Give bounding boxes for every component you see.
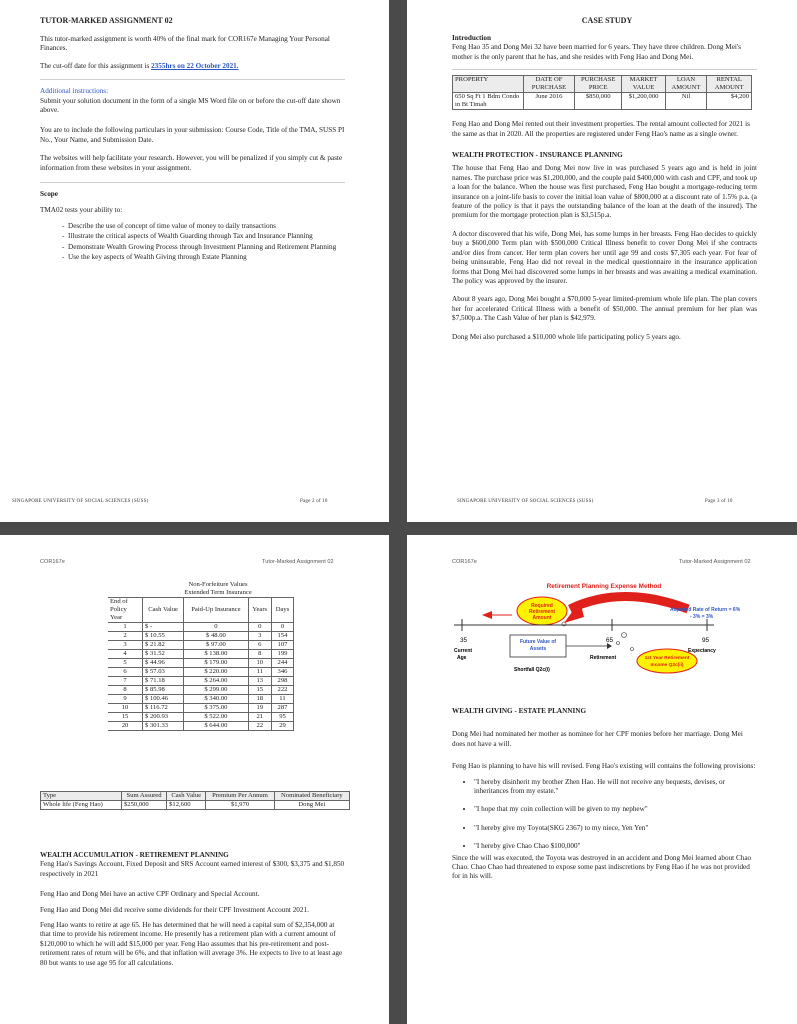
non-forfeiture-table <box>108 581 294 731</box>
page-2 <box>0 0 389 522</box>
nf-title: Non-Forfeiture Values <box>188 581 248 588</box>
paragraph: Feng Hao and Dong Mei have an active CPF Ordinary and Special Account. <box>40 890 260 899</box>
nf-body <box>108 623 294 731</box>
table-cell: 95 <box>271 713 293 722</box>
table-cell: $ 179.00 <box>184 659 248 668</box>
fv-line2: Assets <box>529 646 547 652</box>
table-cell: 3 <box>248 632 271 641</box>
col-header: Premium Per Annum <box>206 792 274 801</box>
section-title: WEALTH GIVING - ESTATE PLANNING <box>452 707 587 715</box>
policy-table <box>40 791 350 810</box>
table-cell: 11 <box>248 668 271 677</box>
table-row <box>108 632 294 641</box>
arrow-head <box>482 611 492 619</box>
websites-text: The websites will help facilitate your research. However, you will be penalized if you simply cut & paste information from these websites in your assignment. <box>40 154 343 172</box>
divider <box>40 79 345 80</box>
col-header: End of Policy Year <box>108 598 143 623</box>
cutoff-text: The cut-off date for this assignment is 2355hrs on 22 October 2021. <box>40 61 239 70</box>
table-row <box>41 801 350 810</box>
table-cell: 20 <box>108 722 143 731</box>
table-row <box>453 93 752 110</box>
dot <box>617 642 620 645</box>
col-header: Years <box>248 598 271 623</box>
table-cell: $ 301.33 <box>143 722 184 731</box>
table-cell: Nil <box>665 93 707 110</box>
dot <box>631 648 634 651</box>
list-item: • "I hereby give Chao Chao $100,000" <box>474 842 757 851</box>
col-header: RENTAL AMOUNT <box>707 76 752 93</box>
provisions-list <box>452 778 757 852</box>
shortfall-label: Shortfall Q2c(i) <box>514 667 550 673</box>
list-item: • "I hereby give my Toyota(SKG 2367) to my niece, Yen Yen" <box>474 824 757 833</box>
table-header-row <box>453 76 752 93</box>
table-cell: $ 116.72 <box>143 704 184 713</box>
nf-subtitle: Extended Term Insurance <box>184 589 252 596</box>
table-row <box>108 677 294 686</box>
table-cell: 10 <box>108 704 143 713</box>
scope-item: - Demonstrate Wealth Growing Process through Investment Planning and Retirement Planning <box>62 242 337 251</box>
callout-line: Income Q2c(ii) <box>650 663 684 668</box>
table-cell: 154 <box>271 632 293 641</box>
table-cell: 3 <box>108 641 143 650</box>
paragraph: Feng Hao and Dong Mei did receive some dividends for their CPF Investment Account 2021. <box>40 905 309 914</box>
table-cell: $ 264.00 <box>184 677 248 686</box>
age-65-label: 65 <box>606 637 614 644</box>
col-header: PROPERTY <box>453 76 524 93</box>
table-row <box>108 659 294 668</box>
table-cell: 346 <box>271 668 293 677</box>
table-cell: $ 44.96 <box>143 659 184 668</box>
table-cell: 21 <box>248 713 271 722</box>
table-row <box>108 641 294 650</box>
table-cell: 18 <box>248 695 271 704</box>
col-header: MARKET VALUE <box>622 76 665 93</box>
table-cell: June 2016 <box>524 93 575 110</box>
col-header: Days <box>271 598 293 623</box>
scope-title: Scope <box>40 190 58 199</box>
table-cell: $ 340.00 <box>184 695 248 704</box>
table-row <box>108 713 294 722</box>
scope-intro: TMA02 tests your ability to: <box>40 206 123 215</box>
table-cell: $12,600 <box>167 801 206 810</box>
table-cell: 298 <box>271 677 293 686</box>
table-cell: $ 48.00 <box>184 632 248 641</box>
table-cell: $850,000 <box>574 93 622 110</box>
col-header: Nominated Beneficiary <box>274 792 349 801</box>
paragraph: About 8 years ago, Dong Mei bought a $70,000 5-year limited-premium whole life plan. The plan covers her for accelerated Critical Illness with a benefit of $50,000. The annual premium for her plan was $7,500p.a. The Cash Value of her plan is $42,979. <box>452 295 757 323</box>
col-header: Sum Assured <box>122 792 167 801</box>
col-header: PURCHASE PRICE <box>574 76 622 93</box>
table-cell: 2 <box>108 632 143 641</box>
table-cell: $ 21.82 <box>143 641 184 650</box>
table-cell: 15 <box>108 713 143 722</box>
table-cell: $ 71.18 <box>143 677 184 686</box>
table-cell: 13 <box>248 677 271 686</box>
table-cell: 0 <box>184 623 248 632</box>
col-header: Type <box>41 792 122 801</box>
age-95-label: 95 <box>702 637 710 644</box>
callout-line: Required <box>531 603 553 609</box>
table-cell: 9 <box>108 695 143 704</box>
page-header: TUTOR-MARKED ASSIGNMENT 02 <box>40 16 173 25</box>
intro-title: Introduction <box>452 34 492 42</box>
section-title: WEALTH PROTECTION - INSURANCE PLANNING <box>452 151 623 160</box>
table-cell: 7 <box>108 677 143 686</box>
running-header-left: COR167e <box>452 559 477 565</box>
table-cell: $4,200 <box>707 93 752 110</box>
table-cell: 287 <box>271 704 293 713</box>
table-cell: 15 <box>248 686 271 695</box>
table-row <box>108 650 294 659</box>
page-gutter-horizontal <box>0 522 797 535</box>
running-header-right: Tutor-Marked Assignment 02 <box>262 559 334 565</box>
table-cell: $250,000 <box>122 801 167 810</box>
table-cell: 222 <box>271 686 293 695</box>
table-cell: $ 57.03 <box>143 668 184 677</box>
additional-instructions-body: Submit your solution document in the form of a single MS Word file on or before the cut-off date shown above. <box>40 96 341 115</box>
table-cell: 1 <box>108 623 143 632</box>
col-header: LOAN AMOUNT <box>665 76 707 93</box>
retirement-diagram <box>452 579 752 694</box>
table-cell: 244 <box>271 659 293 668</box>
current-label: Current <box>454 648 473 654</box>
table-cell: 6 <box>108 668 143 677</box>
table-row <box>108 722 294 731</box>
col-header: Cash Value <box>167 792 206 801</box>
page-header: CASE STUDY <box>581 16 633 25</box>
table-cell: 199 <box>271 650 293 659</box>
footer-page-number: Page 2 of 10 <box>300 499 328 504</box>
page-gutter-vertical <box>389 0 407 1024</box>
intro-text: This tutor-marked assignment is worth 40% of the final mark for COR167e Managing Your Personal Finances. <box>40 35 330 53</box>
footer-left: SINGAPORE UNIVERSITY OF SOCIAL SCIENCES (SUSS) <box>12 499 149 504</box>
paragraph: Feng Hao's Savings Account, Fixed Deposit and SRS Account earned interest of $300, $3,375 and $1,850 respectively in 2021 <box>40 860 345 878</box>
col-header: Paid-Up Insurance <box>184 598 248 623</box>
col-header: Cash Value <box>143 598 184 623</box>
table-cell: 8 <box>108 686 143 695</box>
retirement-label: Retirement <box>590 655 617 661</box>
table-header-row <box>41 792 350 801</box>
scope-list <box>40 222 347 263</box>
table-cell: $ 31.52 <box>143 650 184 659</box>
table-cell: 11 <box>271 695 293 704</box>
scope-item: - Illustrate the critical aspects of Wealth Guarding through Tax and Insurance Planning <box>62 232 313 241</box>
table-cell: 107 <box>271 641 293 650</box>
callout-line: 1st Year Retirement <box>644 656 690 661</box>
table-row <box>108 704 294 713</box>
callout-line: Amount <box>532 615 552 621</box>
table-cell: $ 85.98 <box>143 686 184 695</box>
table-header-row <box>108 598 294 623</box>
scope-item: - Use the key aspects of Wealth Giving through Estate Planning <box>62 253 247 262</box>
cutoff-date: 2355hrs on 22 October 2021. <box>151 61 239 70</box>
diagram-title: Retirement Planning Expense Method <box>546 583 662 590</box>
table-row <box>108 623 294 632</box>
table-cell: $ 97.00 <box>184 641 248 650</box>
scope-item: - Describe the use of concept of time value of money to daily transactions <box>62 221 276 230</box>
paragraph: Dong Mei had nominated her mother as nominee for her CPF monies before her marriage. Dong Mei does not have a will. <box>452 730 743 748</box>
table-cell: 19 <box>248 704 271 713</box>
fv-line1: Future Value of <box>519 639 557 645</box>
wealth-giving-section <box>452 707 757 882</box>
footer-left: SINGAPORE UNIVERSITY OF SOCIAL SCIENCES (SUSS) <box>457 499 594 504</box>
divider <box>40 182 345 183</box>
table-cell: $ 299.00 <box>184 686 248 695</box>
paragraph: Dong Mei also purchased a $10,000 whole life participating policy 5 years ago. <box>452 332 681 341</box>
divider <box>452 69 757 70</box>
table-cell: 4 <box>108 650 143 659</box>
table-cell: $1,970 <box>206 801 274 810</box>
running-header-left: COR167e <box>40 559 65 565</box>
paragraph: Since the will was executed, the Toyota was destroyed in an accident and Dong Mei learned about Chao Chao. Chao Chao had threatened to expose some past indiscretions by Feng Hao if he was not provided for in his will. <box>452 853 752 881</box>
paragraph: A doctor discovered that his wife, Dong Mei, has some lumps in her breasts. Feng Hao decides to quickly buy a $600,000 Term plan with $500,000 Critical Illness benefit to cover Dong Mei if she contracts and/or dies from cancer. Her term plan covers her until age 99 and costs $7,305 each year. For fear of being uninsurable, Feng Hao did not reveal in the medical questionnaire in the insurance application forms that Dong Mei had discovered some lumps in her breasts and was awaiting a medical examination. The policy was approved by the insurer. <box>452 229 757 285</box>
age-35-label: 35 <box>460 637 468 644</box>
callout-line: Retirement <box>528 609 556 615</box>
table-cell: $ 375.00 <box>184 704 248 713</box>
table-cell: $ - <box>143 623 184 632</box>
table-cell: 650 Sq Ft 1 Bdm Condo in Bt Timah <box>453 93 524 110</box>
table-row <box>108 695 294 704</box>
table-cell: $ 220.00 <box>184 668 248 677</box>
adjusted-rate-line2: - 3% = 3% <box>690 614 714 620</box>
table-row <box>108 668 294 677</box>
wealth-accumulation-section <box>40 851 345 968</box>
table-cell: $ 138.00 <box>184 650 248 659</box>
rental-text: Feng Hao and Dong Mei rented out their investment properties. The rental amount collected for 2021 is the same as that in 2020. All the properties are registered under Feng Hao's name as a single owner. <box>452 120 750 138</box>
table-row <box>108 686 294 695</box>
list-item: • "I hope that my coin collection will be given to my nephew" <box>474 805 757 814</box>
table-cell: $ 200.93 <box>143 713 184 722</box>
paragraph: The house that Feng Hao and Dong Mei now live in was purchased 5 years ago and is held in joint names. The purchase price was $1,200,000, and the couple paid $400,000 with cash and CPF, and took up a loan for the balance. When the house was first purchased, Feng Hao bought a mortgage-reducing term insurance on a joint-life basis to cover the initial loan value of $800,000 at a discount rate of 1.5% p.a. (a feature of the policy is that it pays the outstanding balance of the loan at the death of the insured). The premium for the mortgage protection plan is $3,515p.a. <box>452 164 757 220</box>
list-item: • "I hereby disinherit my brother Zhen Hao. He will not receive any bequests, devises, or inheritances from my estate." <box>474 778 757 797</box>
table-cell: $ 100.46 <box>143 695 184 704</box>
table-cell: $ 522.00 <box>184 713 248 722</box>
table-cell: 10 <box>248 659 271 668</box>
table-cell: $ 10.55 <box>143 632 184 641</box>
table-cell: 22 <box>248 722 271 731</box>
table-cell: 0 <box>248 623 271 632</box>
table-cell: 5 <box>108 659 143 668</box>
table-cell: Whole life (Feng Hao) <box>41 801 122 810</box>
property-table <box>452 75 752 110</box>
page-4 <box>0 535 389 1024</box>
table-cell: 6 <box>248 641 271 650</box>
table-cell: 29 <box>271 722 293 731</box>
running-header-right: Tutor-Marked Assignment 02 <box>679 559 751 565</box>
page-3 <box>407 0 797 522</box>
paragraph: Feng Hao wants to retire at age 65. He has determined that he will need a capital sum of $2,354,000 at that time to provide his retirement income. He presently has a retirement plan with a current amount of $120,000 to which he will add $15,000 per year. Feng Hao assumes that his pre-retirement and post-retirement rates of return will be 6%, and that inflation will average 3%. He expects to live to at least age 80 but wants to use age 95 for all calculations. <box>40 921 343 967</box>
additional-instructions-title: Additional instructions: <box>40 87 109 96</box>
intro-body: Feng Hao 35 and Dong Mei 32 have been married for 6 years. They have three children. Dong Mei's mother is the only parent that he has, and she resides with Feng Hao and Dong Mei. <box>452 43 741 61</box>
dot <box>622 633 627 638</box>
paragraph: Feng Hao is planning to have his will revised. Feng Hao's existing will contains the following provisions: <box>452 762 756 771</box>
table-cell: 8 <box>248 650 271 659</box>
col-header: DATE OF PURCHASE <box>524 76 575 93</box>
table-cell: $1,200,000 <box>622 93 665 110</box>
section-title: WEALTH ACCUMULATION - RETIREMENT PLANNING <box>40 851 229 859</box>
table-cell: Dong Mei <box>274 801 349 810</box>
expectancy-label: Expectancy <box>688 648 716 654</box>
adjusted-rate-line1: Adjusted Rate of Return = 6% <box>670 607 741 613</box>
age-label: Age <box>457 655 467 661</box>
table-cell: $ 644.00 <box>184 722 248 731</box>
table-cell: 0 <box>271 623 293 632</box>
page-5 <box>407 535 797 1024</box>
particulars-text: You are to include the following particulars in your submission: Course Code, Title of the TMA, SUSS PI No., Your Name, and Submission Date. <box>40 126 345 144</box>
footer-page-number: Page 3 of 10 <box>705 499 733 504</box>
